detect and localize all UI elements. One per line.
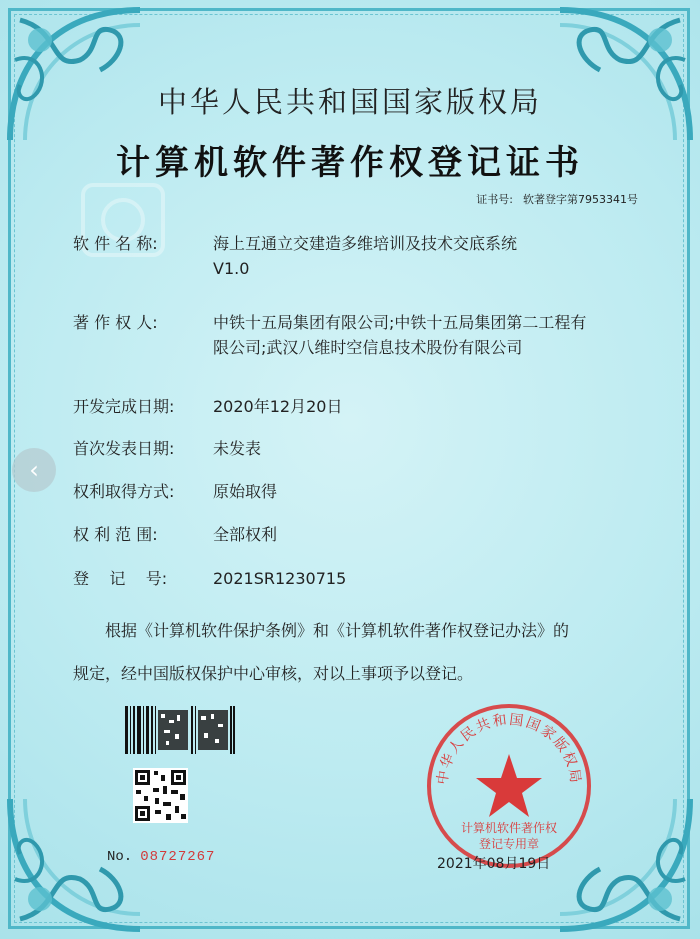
certificate-number-label: 证书号: — [476, 193, 513, 206]
field-value — [213, 231, 683, 281]
serial-number — [107, 849, 215, 865]
field-label: 权 利 范 围: — [73, 525, 158, 544]
official-seal — [425, 702, 593, 870]
field-value: 2020年12月20日 — [213, 397, 343, 416]
field-value-line: 限公司;武汉八维时空信息技术股份有限公司 — [213, 338, 523, 357]
field-label: 软 件 名 称: — [73, 234, 158, 253]
certificate-number — [476, 191, 638, 207]
field-label: 首次发表日期: — [73, 439, 175, 458]
field-value: 2021SR1230715 — [213, 569, 347, 588]
seal-ring-text: 中华人民共和国国家版权局 — [434, 711, 584, 786]
field-value-line: 海上互通立交建造多维培训及技术交底系统 — [213, 234, 518, 253]
certificate-title: 计算机软件著作权登记证书 — [116, 143, 584, 183]
seal-inner-line-2: 登记专用章 — [478, 837, 540, 851]
statement-line-1: 根据《计算机软件保护条例》和《计算机软件著作权登记办法》的 — [105, 621, 570, 640]
certificate-number-value: 软著登字第7953341号 — [523, 193, 638, 206]
field-value-line: V1.0 — [213, 259, 250, 278]
star-icon — [476, 754, 542, 817]
issue-date: 2021年08月19日 — [437, 856, 551, 872]
field-value — [213, 310, 683, 360]
serial-value: 08727267 — [140, 849, 216, 865]
field-value: 原始取得 — [213, 482, 278, 501]
corner-ornament-top-left — [0, 0, 150, 150]
field-label: 权利取得方式: — [73, 482, 175, 501]
field-label: 登 记 号: — [73, 569, 168, 588]
qr-code — [133, 768, 188, 823]
corner-ornament-top-right — [550, 0, 700, 150]
serial-label: No. — [107, 849, 133, 865]
seal-inner-line-1: 计算机软件著作权 — [460, 821, 558, 835]
field-value-line: 中铁十五局集团有限公司;中铁十五局集团第二工程有 — [213, 313, 587, 332]
field-value: 未发表 — [213, 439, 262, 458]
field-label: 开发完成日期: — [73, 397, 175, 416]
field-value: 全部权利 — [213, 525, 278, 544]
barcode — [125, 706, 235, 754]
statement-line-2: 规定，经中国版权保护中心审核，对以上事项予以登记。 — [73, 664, 474, 683]
prev-page-button[interactable]: ‹ — [12, 448, 56, 492]
field-label: 著 作 权 人: — [73, 313, 158, 332]
issuer-title: 中华人民共和国国家版权局 — [157, 85, 542, 119]
